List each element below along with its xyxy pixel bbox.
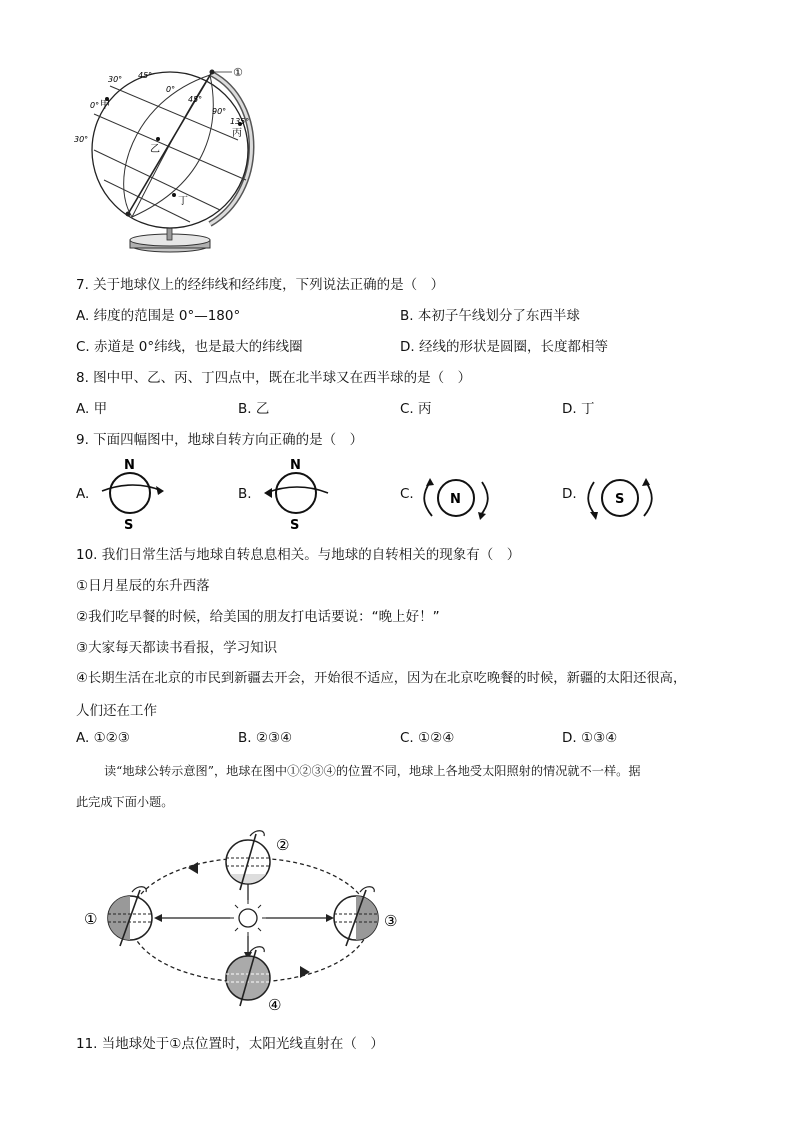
globe-label-bing: 丙 [232, 128, 242, 139]
q8-option-b[interactable]: B. 乙 [238, 401, 270, 417]
globe-label-lon135: 135° [230, 117, 250, 126]
q8-option-a[interactable]: A. 甲 [76, 401, 108, 417]
q9-option-b[interactable]: B. [238, 486, 252, 502]
passage-line-1: 读“地球公转示意图”，地球在图中①②③④的位置不同，地球上各地受太阳照射的情况就不一样。据 [104, 764, 641, 778]
q10-option-d[interactable]: D. ①③④ [562, 730, 618, 746]
q10-item-3: ③大家每天都读书看报，学习知识 [76, 640, 278, 656]
q10-option-a[interactable]: A. ①②③ [76, 730, 130, 746]
globe-label-lon0-top: 0° [166, 85, 176, 94]
q9-diagram-b [258, 455, 338, 533]
q9-diagram-a [92, 455, 172, 533]
q10-item-2: ②我们吃早餐的时候，给美国的朋友打电话要说：“晚上好！” [76, 609, 440, 625]
q9-diagram-d [584, 470, 656, 526]
orbit-label-2: ② [276, 836, 290, 854]
q7-option-c[interactable]: C. 赤道是 0°纬线，也是最大的纬线圈 [76, 339, 303, 355]
svg-text:N: N [124, 458, 135, 473]
q10-item-4-line1: ④长期生活在北京的市民到新疆去开会，开始很不适应，因为在北京吃晚餐的时候，新疆的太阳还很高， [76, 671, 687, 686]
q9-option-d[interactable]: D. [562, 486, 577, 502]
q10-item-1: ①日月星辰的东升西落 [76, 578, 210, 594]
globe-label-yi: 乙 [150, 144, 160, 155]
orbit-label-3: ③ [384, 912, 398, 930]
globe-figure [70, 62, 270, 262]
q8-option-d[interactable]: D. 丁 [562, 401, 595, 417]
q9-diagram-c [420, 470, 492, 526]
svg-text:N: N [290, 458, 301, 473]
earth-position-4 [226, 947, 270, 1006]
globe-body [92, 72, 248, 228]
earth-position-1 [108, 887, 152, 946]
orbit-label-4: ④ [268, 996, 282, 1014]
q7-stem: 7. 关于地球仪上的经纬线和经纬度，下列说法正确的是（ ） [76, 277, 445, 293]
q11-stem: 11. 当地球处于①点位置时，太阳光线直射在（ ） [76, 1036, 384, 1052]
globe-label-ding: 丁 [178, 196, 188, 207]
svg-text:S: S [290, 518, 300, 533]
earth-position-2 [226, 831, 270, 890]
globe-label-lon90: 90° [212, 107, 227, 116]
globe-label-marker1: ① [233, 66, 243, 79]
q7-option-b[interactable]: B. 本初子午线划分了东西半球 [400, 308, 580, 324]
globe-label-jia: 甲 [100, 100, 110, 111]
orbit-figure [80, 822, 420, 1022]
q10-option-b[interactable]: B. ②③④ [238, 730, 293, 746]
q9-option-c[interactable]: C. [400, 486, 414, 502]
globe-label-lon45-mid: 45° [188, 95, 203, 104]
q8-option-c[interactable]: C. 丙 [400, 401, 432, 417]
svg-text:S: S [615, 492, 625, 507]
orbit-label-1: ① [84, 910, 98, 928]
globe-label-lon45-left: 45° [138, 71, 153, 80]
q10-stem: 10. 我们日常生活与地球自转息息相关。与地球的自转相关的现象有（ ） [76, 547, 521, 563]
svg-text:S: S [124, 518, 134, 533]
q7-option-d[interactable]: D. 经线的形状是圆圈，长度都相等 [400, 339, 608, 355]
q10-option-c[interactable]: C. ①②④ [400, 730, 455, 746]
passage-line-2: 此完成下面小题。 [76, 795, 174, 809]
sun-icon [230, 900, 266, 936]
earth-position-3 [334, 887, 378, 946]
svg-text:N: N [450, 492, 461, 507]
globe-label-lat30-left: 30° [108, 75, 123, 84]
q9-stem: 9. 下面四幅图中，地球自转方向正确的是（ ） [76, 432, 364, 448]
q10-item-4-line2: 人们还在工作 [76, 703, 157, 719]
q8-stem: 8. 图中甲、乙、丙、丁四点中，既在北半球又在西半球的是（ ） [76, 370, 472, 386]
globe-label-lat30-bottom: 30° [74, 135, 89, 144]
globe-label-lat0-left: 0° [90, 101, 100, 110]
q7-option-a[interactable]: A. 纬度的范围是 0°—180° [76, 308, 241, 324]
q9-option-a[interactable]: A. [76, 486, 90, 502]
